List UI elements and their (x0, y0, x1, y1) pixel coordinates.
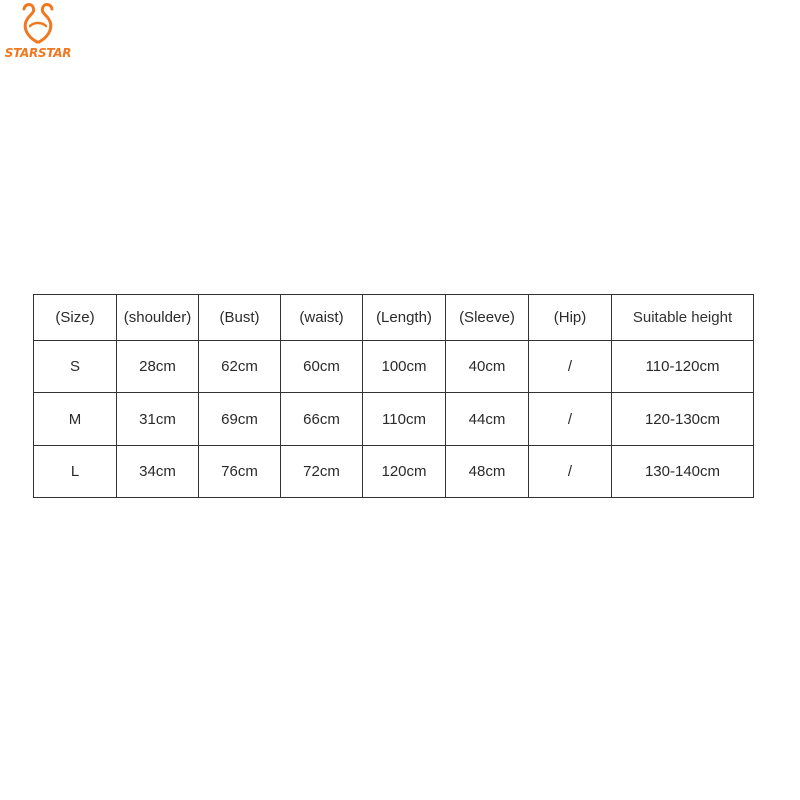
cell-sleeve: 44cm (446, 393, 529, 445)
cell-length: 100cm (363, 341, 446, 393)
cell-bust: 69cm (199, 393, 281, 445)
cell-size: S (34, 341, 117, 393)
cell-suitable-height: 130-140cm (612, 445, 754, 497)
cell-hip: / (529, 341, 612, 393)
cell-hip: / (529, 393, 612, 445)
brand-name: STARSTAR (4, 46, 72, 60)
cell-suitable-height: 110-120cm (612, 341, 754, 393)
table-row (34, 341, 754, 393)
header-length: (Length) (363, 295, 446, 341)
starstar-swan-logo-icon (20, 2, 56, 44)
header-size: (Size) (34, 295, 117, 341)
cell-shoulder: 28cm (117, 341, 199, 393)
cell-bust: 62cm (199, 341, 281, 393)
cell-size: L (34, 445, 117, 497)
cell-length: 120cm (363, 445, 446, 497)
cell-shoulder: 31cm (117, 393, 199, 445)
cell-waist: 60cm (281, 341, 363, 393)
header-bust: (Bust) (199, 295, 281, 341)
table-header-row (34, 295, 754, 341)
header-suitable-height: Suitable height (612, 295, 754, 341)
cell-waist: 72cm (281, 445, 363, 497)
cell-hip: / (529, 445, 612, 497)
header-hip: (Hip) (529, 295, 612, 341)
cell-sleeve: 48cm (446, 445, 529, 497)
cell-suitable-height: 120-130cm (612, 393, 754, 445)
cell-bust: 76cm (199, 445, 281, 497)
cell-size: M (34, 393, 117, 445)
header-shoulder: (shoulder) (117, 295, 199, 341)
brand-logo (4, 2, 72, 64)
cell-sleeve: 40cm (446, 341, 529, 393)
cell-waist: 66cm (281, 393, 363, 445)
table-row (34, 445, 754, 497)
header-waist: (waist) (281, 295, 363, 341)
cell-shoulder: 34cm (117, 445, 199, 497)
size-chart-table (33, 294, 754, 498)
cell-length: 110cm (363, 393, 446, 445)
table-row (34, 393, 754, 445)
header-sleeve: (Sleeve) (446, 295, 529, 341)
